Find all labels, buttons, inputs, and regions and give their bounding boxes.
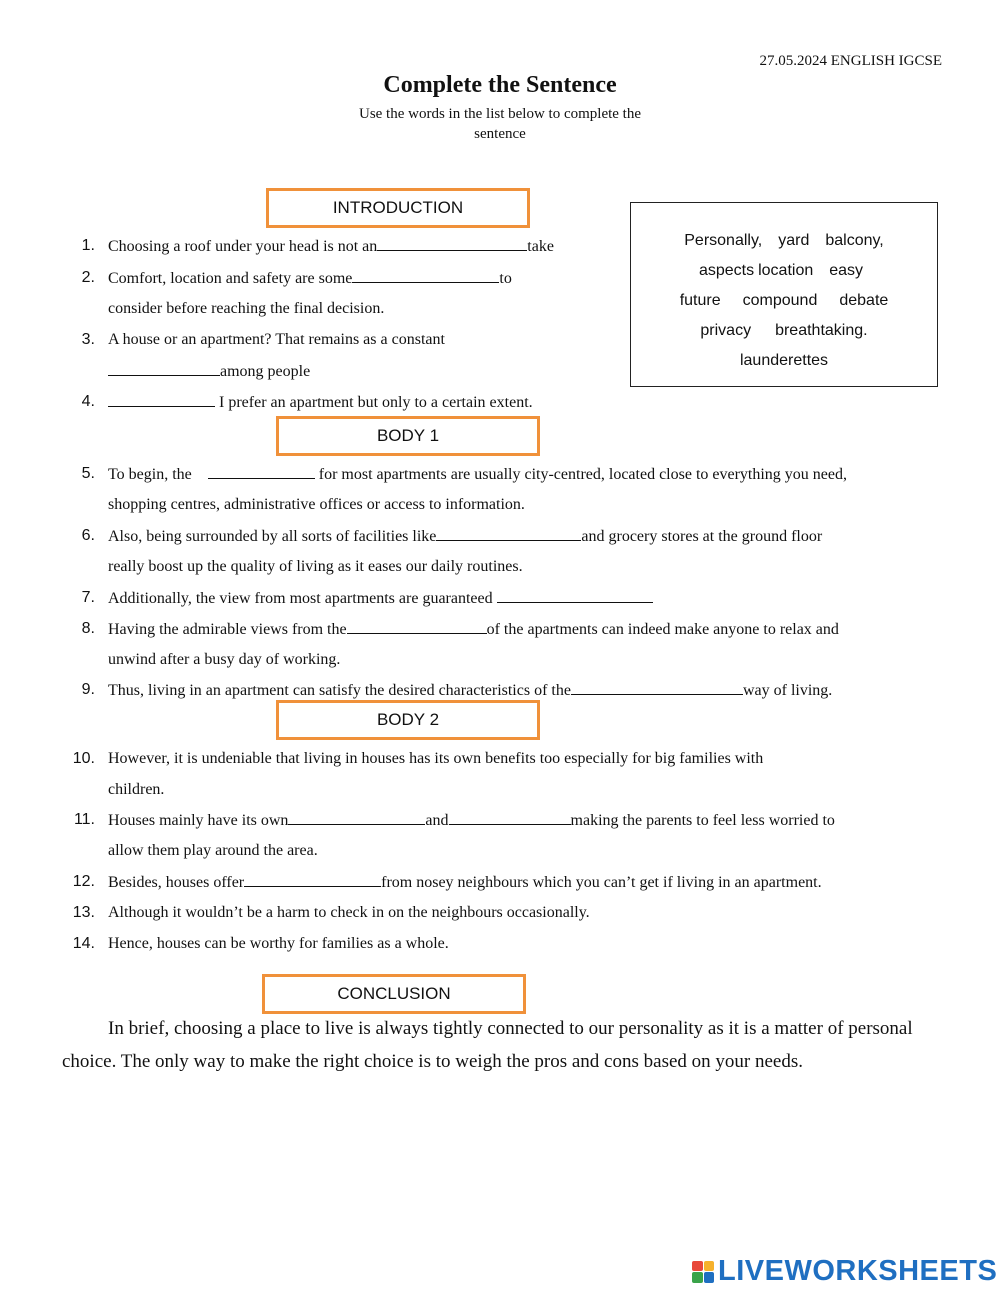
question-number: 5.	[81, 465, 95, 482]
question-8-text-a: Having the admirable views from the	[108, 621, 347, 638]
word-yard: yard	[778, 232, 810, 249]
logo-square-green	[692, 1272, 703, 1283]
question-11-text-b: and	[425, 812, 449, 829]
word-launderettes: launderettes	[739, 352, 829, 369]
word-privacy: privacy	[700, 322, 752, 339]
section-body-1: BODY 1	[276, 416, 540, 456]
answer-blank-7[interactable]	[497, 586, 653, 603]
word-compound: compound	[742, 292, 818, 309]
question-text	[108, 808, 835, 833]
question-14-text-a: Hence, houses can be worthy for families as a whole.	[108, 935, 449, 952]
answer-blank-12[interactable]	[244, 870, 381, 887]
answer-blank-1[interactable]	[377, 234, 527, 251]
answer-blank-8[interactable]	[347, 617, 487, 634]
question-10-text-c: children.	[108, 781, 165, 798]
question-8	[0, 617, 1000, 641]
word-location: location	[758, 262, 814, 279]
question-2-text-c: consider before reaching the final decision.	[108, 300, 385, 317]
page-title: Complete the Sentence	[383, 72, 617, 98]
question-text	[108, 234, 554, 259]
logo-square-red	[692, 1261, 703, 1272]
answer-blank-4[interactable]	[108, 390, 215, 407]
question-11-text-a: Houses mainly have its own	[108, 812, 289, 829]
question-10-continued	[0, 778, 1000, 802]
question-6-text-c: really boost up the quality of living as it eases our daily routines.	[108, 558, 523, 575]
question-6-text-b: and grocery stores at the ground floor	[581, 528, 823, 545]
section-introduction: INTRODUCTION	[266, 188, 530, 228]
question-number: 8.	[81, 620, 95, 637]
question-4	[0, 390, 1000, 414]
question-text	[108, 678, 832, 703]
question-number: 6.	[81, 527, 95, 544]
question-13-text-a: Although it wouldn’t be a harm to check in on the neighbours occasionally.	[108, 904, 590, 921]
question-number: 3.	[81, 331, 95, 348]
question-text	[108, 617, 839, 642]
question-number: 4.	[81, 393, 95, 410]
question-7	[0, 586, 1000, 610]
liveworksheets-logo-icon	[692, 1261, 714, 1283]
question-number: 2.	[81, 269, 95, 286]
question-number: 7.	[81, 589, 95, 606]
word-debate: debate	[839, 292, 889, 309]
conclusion-paragraph: In brief, choosing a place to live is always tightly connected to our personality as it is a matter of personal choice. The only way to make the right choice is to weigh the pros and cons based on your needs.	[62, 1018, 913, 1072]
question-5-text-a: To begin, the	[108, 466, 192, 483]
question-number: 10.	[72, 750, 95, 767]
answer-blank-11a[interactable]	[288, 808, 425, 825]
question-text	[108, 359, 310, 384]
question-5	[0, 462, 1000, 486]
answer-blank-9[interactable]	[571, 678, 743, 695]
question-6-text-a: Also, being surrounded by all sorts of facilities like	[108, 528, 437, 545]
section-body-2: BODY 2	[276, 700, 540, 740]
question-number: 1.	[81, 237, 95, 254]
instructions-line-1: Use the words in the list below to complete the	[358, 106, 642, 122]
question-text	[108, 266, 512, 291]
question-8-text-c: unwind after a busy day of working.	[108, 651, 341, 668]
instructions	[330, 104, 670, 144]
answer-blank-2[interactable]	[352, 266, 499, 283]
question-11-text-b2: making the parents to feel less worried to	[570, 812, 835, 829]
question-11	[0, 808, 1000, 832]
question-13	[0, 901, 1000, 925]
liveworksheets-logo-text: LIVEWORKSHEETS	[718, 1255, 998, 1287]
question-number: 13.	[72, 904, 95, 921]
question-3-continued	[0, 359, 1000, 383]
answer-blank-3[interactable]	[108, 359, 220, 376]
question-10-text-a: However, it is undeniable that living in houses has its own benefits too especially for big families with	[108, 750, 764, 767]
question-3-text-b: among people	[220, 363, 311, 380]
question-4-text-a: I prefer an apartment but only to a certain extent.	[215, 394, 533, 411]
question-8-continued	[0, 648, 1000, 672]
liveworksheets-logo	[692, 1255, 997, 1288]
question-11-text-c: allow them play around the area.	[108, 842, 318, 859]
word-breathtaking: breathtaking.	[775, 322, 868, 339]
question-9-text-b: way of living.	[742, 682, 833, 699]
instructions-line-2: sentence	[474, 126, 526, 142]
date-header: 27.05.2024 ENGLISH IGCSE	[759, 53, 942, 69]
word-aspects: aspects	[698, 262, 755, 279]
question-12	[0, 870, 1000, 894]
question-2-text-b: to	[499, 270, 512, 287]
question-3-text-a: A house or an apartment? That remains as a constant	[108, 331, 445, 348]
answer-blank-5[interactable]	[208, 462, 315, 479]
question-7-text-a: Additionally, the view from most apartments are guaranteed	[108, 590, 497, 607]
question-10	[0, 747, 1000, 771]
question-2	[0, 266, 1000, 290]
question-text	[108, 870, 822, 895]
question-text	[108, 390, 533, 415]
answer-blank-11b[interactable]	[449, 808, 571, 825]
question-number: 11.	[73, 811, 95, 828]
answer-blank-6[interactable]	[436, 524, 581, 541]
question-1-text-a: Choosing a roof under your head is not an	[108, 238, 378, 255]
question-5-text-c: shopping centres, administrative offices or access to information.	[108, 496, 525, 513]
question-12-text-b: from nosey neighbours which you can’t get if living in an apartment.	[381, 874, 822, 891]
question-number: 14.	[72, 935, 95, 952]
question-1-text-b: take	[527, 238, 554, 255]
question-text	[108, 462, 847, 487]
question-11-continued	[0, 839, 1000, 863]
question-9	[0, 678, 1000, 702]
question-3	[0, 328, 1000, 352]
question-12-text-a: Besides, houses offer	[108, 874, 245, 891]
question-5-continued	[0, 493, 1000, 517]
logo-square-yellow	[704, 1261, 715, 1272]
question-text	[108, 524, 822, 549]
question-number: 12.	[72, 873, 95, 890]
question-text	[108, 586, 653, 611]
question-8-text-b: of the apartments can indeed make anyone to relax and	[486, 621, 839, 638]
question-1	[0, 234, 1000, 258]
question-2-text-a: Comfort, location and safety are some	[108, 270, 353, 287]
question-6-continued	[0, 555, 1000, 579]
question-2-continued	[0, 297, 1000, 321]
section-conclusion: CONCLUSION	[262, 974, 526, 1014]
logo-square-blue	[704, 1272, 715, 1283]
word-easy: easy	[829, 262, 864, 279]
question-number: 9.	[81, 681, 95, 698]
question-5-text-b: for most apartments are usually city-centred, located close to everything you need,	[314, 466, 848, 483]
question-14	[0, 932, 1000, 956]
question-9-text-a: Thus, living in an apartment can satisfy the desired characteristics of the	[108, 682, 571, 699]
question-6	[0, 524, 1000, 548]
word-balcony: balcony,	[825, 232, 884, 249]
word-personally: Personally,	[684, 232, 763, 249]
word-future: future	[679, 292, 721, 309]
